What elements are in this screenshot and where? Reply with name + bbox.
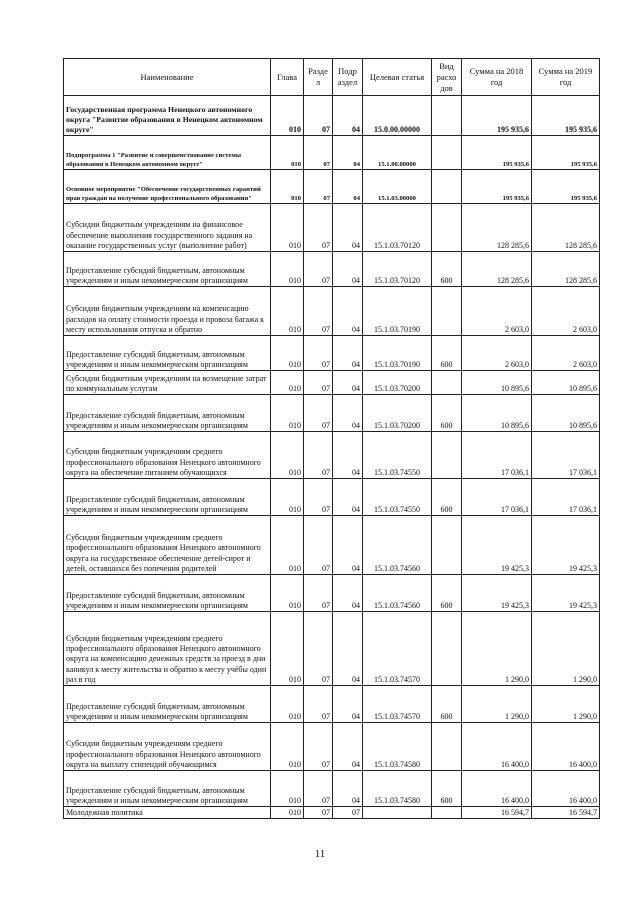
row-podrazdel: 04 (333, 252, 363, 287)
row-target: 15.1.03.70190 (363, 336, 432, 371)
row-sum-2018: 195 935,6 (462, 170, 532, 204)
row-razdel: 07 (304, 252, 333, 287)
table-row (64, 96, 600, 136)
row-sum-2019: 195 935,6 (532, 96, 600, 136)
row-vid (432, 96, 462, 136)
header-sum-2018: Сумма на 2018 год (462, 59, 532, 96)
table-row (64, 252, 600, 287)
row-razdel: 07 (304, 723, 333, 771)
row-name: Предоставление субсидий бюджетным, автономным учреждениям и иным некоммерческим организациям (64, 686, 271, 723)
row-sum-2019: 195 935,6 (532, 170, 600, 204)
row-vid (432, 432, 462, 479)
row-glava: 010 (271, 136, 304, 170)
table-row (64, 287, 600, 336)
row-razdel: 07 (304, 807, 333, 819)
row-podrazdel: 04 (333, 136, 363, 170)
header-target: Целевая статья (363, 59, 432, 96)
row-target: 15.1.03.74580 (363, 771, 432, 807)
row-vid: 600 (432, 336, 462, 371)
row-sum-2019: 19 425,3 (532, 516, 600, 575)
table-row (64, 432, 600, 479)
row-name: Подпрограмма 1 "Развитие и совершенствование системы образования в Ненецком автономном округе" (64, 136, 271, 170)
table-header-row (64, 59, 600, 96)
row-name: Государственная программа Ненецкого автономного округа "Развитие образования в Ненецком автономном округе" (64, 96, 271, 136)
row-target: 15.1.03.70120 (363, 204, 432, 252)
row-target: 15.1.00.00000 (363, 136, 432, 170)
row-sum-2018: 128 285,6 (462, 252, 532, 287)
row-name: Предоставление субсидий бюджетным, автономным учреждениям и иным некоммерческим организациям (64, 575, 271, 612)
row-target: 15.1.03.70200 (363, 395, 432, 432)
row-name: Предоставление субсидий бюджетным, автономным учреждениям и иным некоммерческим организациям (64, 336, 271, 371)
row-razdel: 07 (304, 371, 333, 395)
row-sum-2018: 195 935,6 (462, 136, 532, 170)
row-razdel: 07 (304, 136, 333, 170)
row-sum-2019: 17 036,1 (532, 432, 600, 479)
row-target: 15.1.03.70190 (363, 287, 432, 336)
row-target: 15.1.03.74560 (363, 575, 432, 612)
row-glava: 010 (271, 287, 304, 336)
page-number: 11 (314, 848, 326, 860)
row-sum-2019: 16 400,0 (532, 771, 600, 807)
row-glava: 010 (271, 723, 304, 771)
row-razdel: 07 (304, 395, 333, 432)
row-glava: 010 (271, 575, 304, 612)
row-vid (432, 807, 462, 819)
row-vid (432, 136, 462, 170)
row-target (363, 807, 432, 819)
row-podrazdel: 04 (333, 287, 363, 336)
row-vid: 600 (432, 252, 462, 287)
row-name: Основное мероприятие "Обеспечение государственных гарантий прав граждан на получение профессионального образования" (64, 170, 271, 204)
row-vid (432, 612, 462, 686)
row-razdel: 07 (304, 96, 333, 136)
row-podrazdel: 04 (333, 432, 363, 479)
row-sum-2018: 19 425,3 (462, 516, 532, 575)
row-glava: 010 (271, 395, 304, 432)
row-glava: 010 (271, 170, 304, 204)
row-sum-2018: 2 603,0 (462, 336, 532, 371)
row-razdel: 07 (304, 771, 333, 807)
row-glava: 010 (271, 336, 304, 371)
row-podrazdel: 04 (333, 771, 363, 807)
row-podrazdel: 04 (333, 686, 363, 723)
row-glava: 010 (271, 686, 304, 723)
table-row (64, 575, 600, 612)
row-name: Предоставление субсидий бюджетным, автономным учреждениям и иным некоммерческим организациям (64, 395, 271, 432)
row-razdel: 07 (304, 686, 333, 723)
row-sum-2019: 2 603,0 (532, 287, 600, 336)
row-sum-2019: 2 603,0 (532, 336, 600, 371)
table-row (64, 686, 600, 723)
row-razdel: 07 (304, 432, 333, 479)
row-name: Молодежная политика (64, 807, 271, 819)
row-sum-2019: 128 285,6 (532, 204, 600, 252)
header-vid: Вид расхо дов (432, 59, 462, 96)
row-sum-2018: 16 400,0 (462, 771, 532, 807)
table-row (64, 395, 600, 432)
row-target: 15.1.03.00000 (363, 170, 432, 204)
row-sum-2019: 1 290,0 (532, 612, 600, 686)
row-razdel: 07 (304, 336, 333, 371)
row-name: Предоставление субсидий бюджетным, автономным учреждениям и иным некоммерческим организациям (64, 252, 271, 287)
row-target: 15.1.03.74560 (363, 516, 432, 575)
table-row (64, 612, 600, 686)
row-vid (432, 371, 462, 395)
row-razdel: 07 (304, 170, 333, 204)
budget-table (63, 58, 600, 819)
row-podrazdel: 04 (333, 479, 363, 516)
row-name: Субсидии бюджетным учреждениям на финансовое обеспечение выполнения государственного задания на оказание государственных услуг (выполнение работ) (64, 204, 271, 252)
row-razdel: 07 (304, 287, 333, 336)
row-name: Субсидии бюджетным учреждениям среднего профессионального образования Ненецкого автономного округа на обеспечение питанием обучающихся (64, 432, 271, 479)
row-razdel: 07 (304, 612, 333, 686)
row-sum-2019: 17 036,1 (532, 479, 600, 516)
table-row (64, 170, 600, 204)
row-podrazdel: 04 (333, 336, 363, 371)
row-vid (432, 204, 462, 252)
table-row (64, 336, 600, 371)
row-podrazdel: 04 (333, 612, 363, 686)
row-sum-2019: 195 935,6 (532, 136, 600, 170)
table-row (64, 479, 600, 516)
header-glava: Глава (271, 59, 304, 96)
header-sum-2019: Сумма на 2019 год (532, 59, 600, 96)
row-sum-2018: 17 036,1 (462, 479, 532, 516)
row-podrazdel: 04 (333, 395, 363, 432)
table-row (64, 771, 600, 807)
row-sum-2019: 19 425,3 (532, 575, 600, 612)
header-name: Наименование (64, 59, 271, 96)
row-sum-2018: 19 425,3 (462, 575, 532, 612)
row-name: Субсидии бюджетным учреждениям на компенсацию расходов на оплату стоимости проезда и провоза багажа к месту использования отпуска и обратно (64, 287, 271, 336)
row-vid (432, 287, 462, 336)
row-name: Субсидии бюджетным учреждениям среднего профессионального образования Ненецкого автономного округа на выплату стипендий обучающимся (64, 723, 271, 771)
row-vid: 600 (432, 395, 462, 432)
table-row (64, 136, 600, 170)
row-sum-2018: 2 603,0 (462, 287, 532, 336)
row-razdel: 07 (304, 575, 333, 612)
row-sum-2018: 1 290,0 (462, 686, 532, 723)
row-podrazdel: 07 (333, 807, 363, 819)
row-glava: 010 (271, 807, 304, 819)
row-vid (432, 723, 462, 771)
row-name: Субсидии бюджетным учреждениям среднего профессионального образования Ненецкого автономного округа на компенсацию денежных средств за проезд в дни каникул к месту жительства и обратно к месту учёбы один раз в год (64, 612, 271, 686)
row-sum-2018: 195 935,6 (462, 96, 532, 136)
row-glava: 010 (271, 371, 304, 395)
row-podrazdel: 04 (333, 96, 363, 136)
row-sum-2019: 1 290,0 (532, 686, 600, 723)
row-vid (432, 170, 462, 204)
row-sum-2018: 10 895,6 (462, 371, 532, 395)
row-target: 15.0.00.00000 (363, 96, 432, 136)
row-sum-2019: 128 285,6 (532, 252, 600, 287)
row-target: 15.1.03.74570 (363, 612, 432, 686)
row-vid: 600 (432, 479, 462, 516)
row-razdel: 07 (304, 516, 333, 575)
table-row (64, 204, 600, 252)
row-target: 15.1.03.74580 (363, 723, 432, 771)
row-podrazdel: 04 (333, 371, 363, 395)
header-razdel: Разде л (304, 59, 333, 96)
table-row (64, 807, 600, 819)
row-target: 15.1.03.74550 (363, 479, 432, 516)
row-sum-2018: 16 594,7 (462, 807, 532, 819)
row-razdel: 07 (304, 204, 333, 252)
table-row (64, 371, 600, 395)
row-target: 15.1.03.74570 (363, 686, 432, 723)
table-row (64, 723, 600, 771)
row-vid: 600 (432, 575, 462, 612)
row-vid: 600 (432, 686, 462, 723)
row-podrazdel: 04 (333, 575, 363, 612)
row-glava: 010 (271, 479, 304, 516)
row-glava: 010 (271, 612, 304, 686)
row-podrazdel: 04 (333, 516, 363, 575)
row-podrazdel: 04 (333, 204, 363, 252)
row-glava: 010 (271, 204, 304, 252)
row-vid (432, 516, 462, 575)
row-vid: 600 (432, 771, 462, 807)
row-sum-2019: 16 400,0 (532, 723, 600, 771)
row-sum-2019: 10 895,6 (532, 371, 600, 395)
row-glava: 010 (271, 516, 304, 575)
row-podrazdel: 04 (333, 723, 363, 771)
row-name: Субсидии бюджетным учреждениям среднего профессионального образования Ненецкого автономного округа на государственное обеспечение детей-сирот и детей, оставшихся без попечения родителей (64, 516, 271, 575)
row-name: Предоставление субсидий бюджетным, автономным учреждениям и иным некоммерческим организациям (64, 479, 271, 516)
row-razdel: 07 (304, 479, 333, 516)
row-sum-2018: 10 895,6 (462, 395, 532, 432)
row-target: 15.1.03.70120 (363, 252, 432, 287)
row-sum-2019: 10 895,6 (532, 395, 600, 432)
row-glava: 010 (271, 252, 304, 287)
row-sum-2019: 16 594,7 (532, 807, 600, 819)
row-sum-2018: 16 400,0 (462, 723, 532, 771)
row-glava: 010 (271, 432, 304, 479)
row-glava: 010 (271, 771, 304, 807)
table-row (64, 516, 600, 575)
row-sum-2018: 128 285,6 (462, 204, 532, 252)
row-podrazdel: 04 (333, 170, 363, 204)
row-target: 15.1.03.74550 (363, 432, 432, 479)
row-sum-2018: 1 290,0 (462, 612, 532, 686)
row-sum-2018: 17 036,1 (462, 432, 532, 479)
row-name: Предоставление субсидий бюджетным, автономным учреждениям и иным некоммерческим организациям (64, 771, 271, 807)
row-glava: 010 (271, 96, 304, 136)
row-name: Субсидии бюджетным учреждениям на возмещение затрат по коммунальным услугам (64, 371, 271, 395)
row-target: 15.1.03.70200 (363, 371, 432, 395)
header-podrazdel: Подр аздел (333, 59, 363, 96)
